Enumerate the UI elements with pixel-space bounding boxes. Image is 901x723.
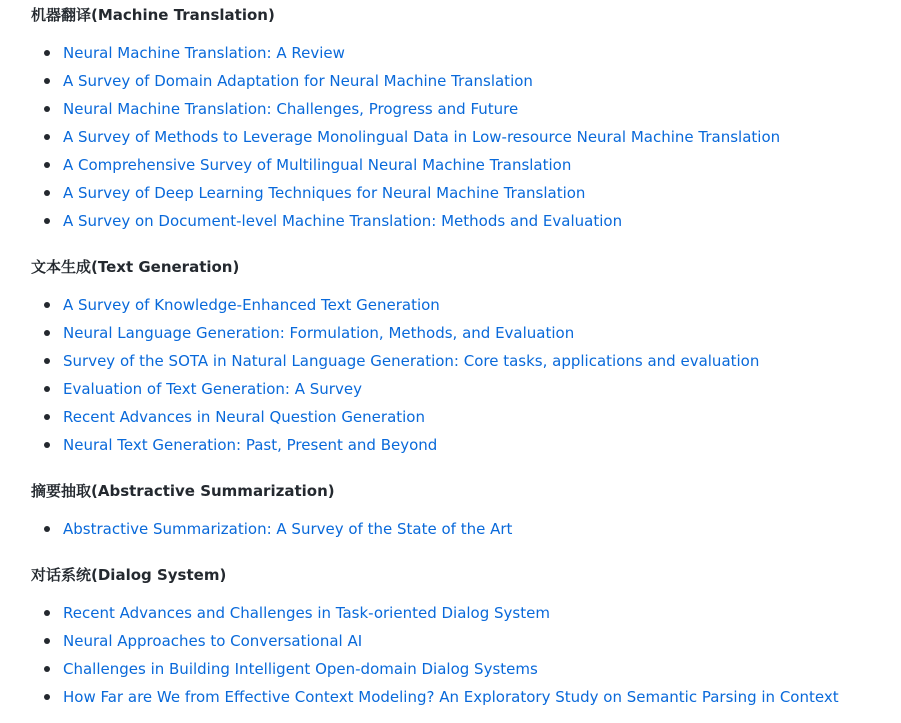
paper-link[interactable]: Neural Machine Translation: Challenges, Progress and Future (63, 100, 519, 118)
list-item (31, 179, 780, 207)
machine-translation-list (31, 39, 780, 235)
paper-link[interactable]: Recent Advances in Neural Question Generation (63, 408, 425, 426)
bullet-icon (44, 134, 50, 140)
paper-link[interactable]: Challenges in Building Intelligent Open-domain Dialog Systems (63, 660, 538, 678)
bullet-icon (44, 78, 50, 84)
paper-link[interactable]: Neural Machine Translation: A Review (63, 44, 345, 62)
text-generation-list (31, 291, 759, 459)
list-item (31, 67, 780, 95)
bullet-icon (44, 694, 50, 700)
section-title-text-generation: 文本生成(Text Generation) (31, 258, 240, 276)
bullet-icon (44, 302, 50, 308)
list-item (31, 431, 759, 459)
section-title-abstractive-summarization: 摘要抽取(Abstractive Summarization) (31, 482, 335, 500)
paper-link[interactable]: A Survey of Deep Learning Techniques for Neural Machine Translation (63, 184, 586, 202)
bullet-icon (44, 190, 50, 196)
paper-link[interactable]: A Comprehensive Survey of Multilingual Neural Machine Translation (63, 156, 572, 174)
list-item (31, 515, 512, 543)
abstractive-summarization-list (31, 515, 512, 543)
dialog-system-list (31, 599, 839, 711)
bullet-icon (44, 610, 50, 616)
paper-link[interactable]: A Survey on Document-level Machine Translation: Methods and Evaluation (63, 212, 623, 230)
paper-link[interactable]: Neural Language Generation: Formulation, Methods, and Evaluation (63, 324, 575, 342)
paper-link[interactable]: How Far are We from Effective Context Modeling? An Exploratory Study on Semantic Parsing in Context (63, 688, 839, 706)
bullet-icon (44, 162, 50, 168)
list-item (31, 599, 839, 627)
section-title-dialog-system: 对话系统(Dialog System) (31, 566, 227, 584)
paper-link[interactable]: A Survey of Knowledge-Enhanced Text Generation (63, 296, 440, 314)
paper-link[interactable]: Recent Advances and Challenges in Task-oriented Dialog System (63, 604, 550, 622)
list-item (31, 207, 780, 235)
paper-link[interactable]: A Survey of Methods to Leverage Monolingual Data in Low-resource Neural Machine Translation (63, 128, 781, 146)
paper-link[interactable]: Survey of the SOTA in Natural Language Generation: Core tasks, applications and evaluation (63, 352, 760, 370)
list-item (31, 151, 780, 179)
bullet-icon (44, 330, 50, 336)
section-title-machine-translation: 机器翻译(Machine Translation) (31, 6, 275, 24)
list-item (31, 655, 839, 683)
paper-link[interactable]: Neural Text Generation: Past, Present and Beyond (63, 436, 438, 454)
bullet-icon (44, 638, 50, 644)
list-item (31, 403, 759, 431)
list-item (31, 627, 839, 655)
bullet-icon (44, 218, 50, 224)
bullet-icon (44, 50, 50, 56)
paper-link[interactable]: Evaluation of Text Generation: A Survey (63, 380, 362, 398)
paper-link[interactable]: A Survey of Domain Adaptation for Neural Machine Translation (63, 72, 533, 90)
paper-link[interactable]: Neural Approaches to Conversational AI (63, 632, 363, 650)
list-item (31, 683, 839, 711)
list-item (31, 347, 759, 375)
list-item (31, 95, 780, 123)
bullet-icon (44, 414, 50, 420)
bullet-icon (44, 358, 50, 364)
bullet-icon (44, 106, 50, 112)
list-item (31, 319, 759, 347)
bullet-icon (44, 526, 50, 532)
paper-link[interactable]: Abstractive Summarization: A Survey of the State of the Art (63, 520, 513, 538)
list-item (31, 291, 759, 319)
bullet-icon (44, 666, 50, 672)
list-item (31, 375, 759, 403)
list-item (31, 123, 780, 151)
bullet-icon (44, 442, 50, 448)
bullet-icon (44, 386, 50, 392)
list-item (31, 39, 780, 67)
